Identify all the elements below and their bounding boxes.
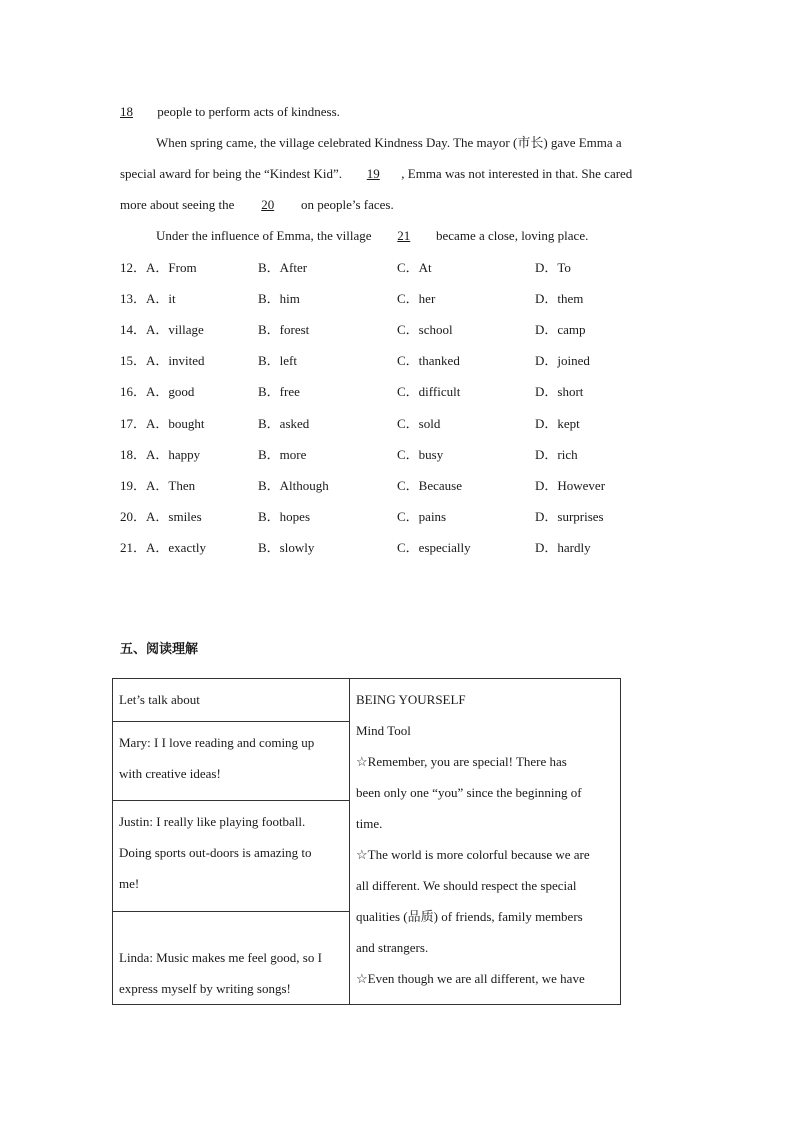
passage-line-4-tail: on people’s faces. — [297, 197, 394, 212]
passage-line-3 — [120, 165, 632, 183]
question-row — [120, 446, 720, 464]
header-text: Let’s talk about — [119, 692, 200, 707]
question-option-b: B．hopes — [258, 509, 311, 524]
passage-line-2: When spring came, the village celebrated Kindness Day. The mayor (市长) gave Emma a — [156, 135, 622, 150]
right-line: time. — [356, 816, 383, 831]
question-row — [120, 508, 720, 526]
passage-line-3-tail: , Emma was not interested in that. She cared — [401, 166, 633, 181]
question-row — [120, 477, 720, 495]
question-option-b: B．Although — [258, 478, 329, 493]
passage-line-1-text: people to perform acts of kindness. — [154, 104, 340, 119]
question-row — [120, 321, 720, 339]
question-option-b: B．more — [258, 447, 307, 462]
question-option-a: 16．A．good — [120, 384, 195, 399]
question-option-d: D．joined — [535, 353, 590, 368]
passage-line-3-head: special award for being the “Kindest Kid”. — [120, 166, 346, 181]
right-line: qualities (品质) of friends, family members — [356, 909, 583, 924]
linda-line: Linda: Music makes me feel good, so I — [119, 950, 322, 965]
passage-line-5-head: Under the influence of Emma, the village — [156, 228, 375, 243]
question-option-c: C．thanked — [397, 353, 460, 368]
question-option-c: C．especially — [397, 540, 471, 555]
question-option-b: B．slowly — [258, 540, 315, 555]
question-option-b: B．him — [258, 291, 300, 306]
question-option-c: C．her — [397, 291, 436, 306]
right-line: BEING YOURSELF — [356, 692, 466, 707]
question-option-a: 15．A．invited — [120, 353, 205, 368]
reading-table — [112, 678, 621, 1005]
question-row — [120, 383, 720, 401]
question-row — [120, 539, 720, 557]
question-option-c: C．school — [397, 322, 453, 337]
question-option-d: D．However — [535, 478, 606, 493]
question-option-c: C．sold — [397, 416, 441, 431]
table-cell-linda — [113, 912, 350, 1005]
question-option-d: D．rich — [535, 447, 578, 462]
question-option-d: D．To — [535, 260, 571, 275]
question-option-a: 14．A．village — [120, 322, 204, 337]
blank-21: 21 — [397, 228, 411, 243]
question-option-a: 18．A．happy — [120, 447, 201, 462]
table-cell-header — [113, 679, 350, 722]
table-cell-mary — [113, 722, 350, 801]
question-option-d: D．surprises — [535, 509, 604, 524]
question-option-a: 21．A．exactly — [120, 540, 206, 555]
linda-line: express myself by writing songs! — [119, 981, 291, 996]
justin-line: Justin: I really like playing football. — [119, 814, 306, 829]
question-option-c: C．busy — [397, 447, 444, 462]
question-option-d: D．camp — [535, 322, 586, 337]
question-option-d: D．kept — [535, 416, 580, 431]
question-option-c: C．difficult — [397, 384, 461, 399]
table-cell-being-yourself — [350, 679, 621, 1005]
passage-line-4-head: more about seeing the — [120, 197, 238, 212]
blank-18: 18 — [120, 104, 133, 119]
question-option-a: 17．A．bought — [120, 416, 205, 431]
passage-line-1 — [120, 103, 340, 121]
right-line: ☆Remember, you are special! There has — [356, 754, 567, 769]
blank-19: 19 — [366, 166, 380, 181]
mary-line: Mary: I I love reading and coming up — [119, 735, 315, 750]
blank-20: 20 — [261, 197, 275, 212]
passage-line-5-tail: became a close, loving place. — [432, 228, 589, 243]
question-option-d: D．short — [535, 384, 584, 399]
question-row — [120, 290, 720, 308]
question-option-a: 12．A．From — [120, 260, 197, 275]
justin-line: Doing sports out-doors is amazing to — [119, 845, 312, 860]
right-line: ☆Even though we are all different, we have — [356, 971, 585, 986]
question-option-b: B．After — [258, 260, 308, 275]
right-line: all different. We should respect the special — [356, 878, 577, 893]
right-line: and strangers. — [356, 940, 429, 955]
question-option-b: B．asked — [258, 416, 310, 431]
right-line: Mind Tool — [356, 723, 411, 738]
right-line: ☆The world is more colorful because we are — [356, 847, 590, 862]
question-option-d: D．hardly — [535, 540, 591, 555]
question-option-a: 20．A．smiles — [120, 509, 202, 524]
question-option-c: C．pains — [397, 509, 447, 524]
question-option-a: 13．A．it — [120, 291, 176, 306]
question-option-a: 19．A．Then — [120, 478, 196, 493]
table-cell-justin — [113, 801, 350, 912]
passage-line-5 — [156, 227, 588, 245]
question-option-b: B．free — [258, 384, 300, 399]
justin-line: me! — [119, 876, 140, 891]
question-row — [120, 352, 720, 370]
question-option-d: D．them — [535, 291, 584, 306]
mary-line: with creative ideas! — [119, 766, 221, 781]
passage-line-4 — [120, 196, 394, 214]
question-row — [120, 415, 720, 433]
question-option-b: B．forest — [258, 322, 310, 337]
section-title: 五、阅读理解 — [120, 642, 199, 657]
question-option-c: C．At — [397, 260, 432, 275]
question-option-c: C．Because — [397, 478, 462, 493]
question-option-b: B．left — [258, 353, 297, 368]
question-row — [120, 259, 720, 277]
right-line: been only one “you” since the beginning of — [356, 785, 582, 800]
